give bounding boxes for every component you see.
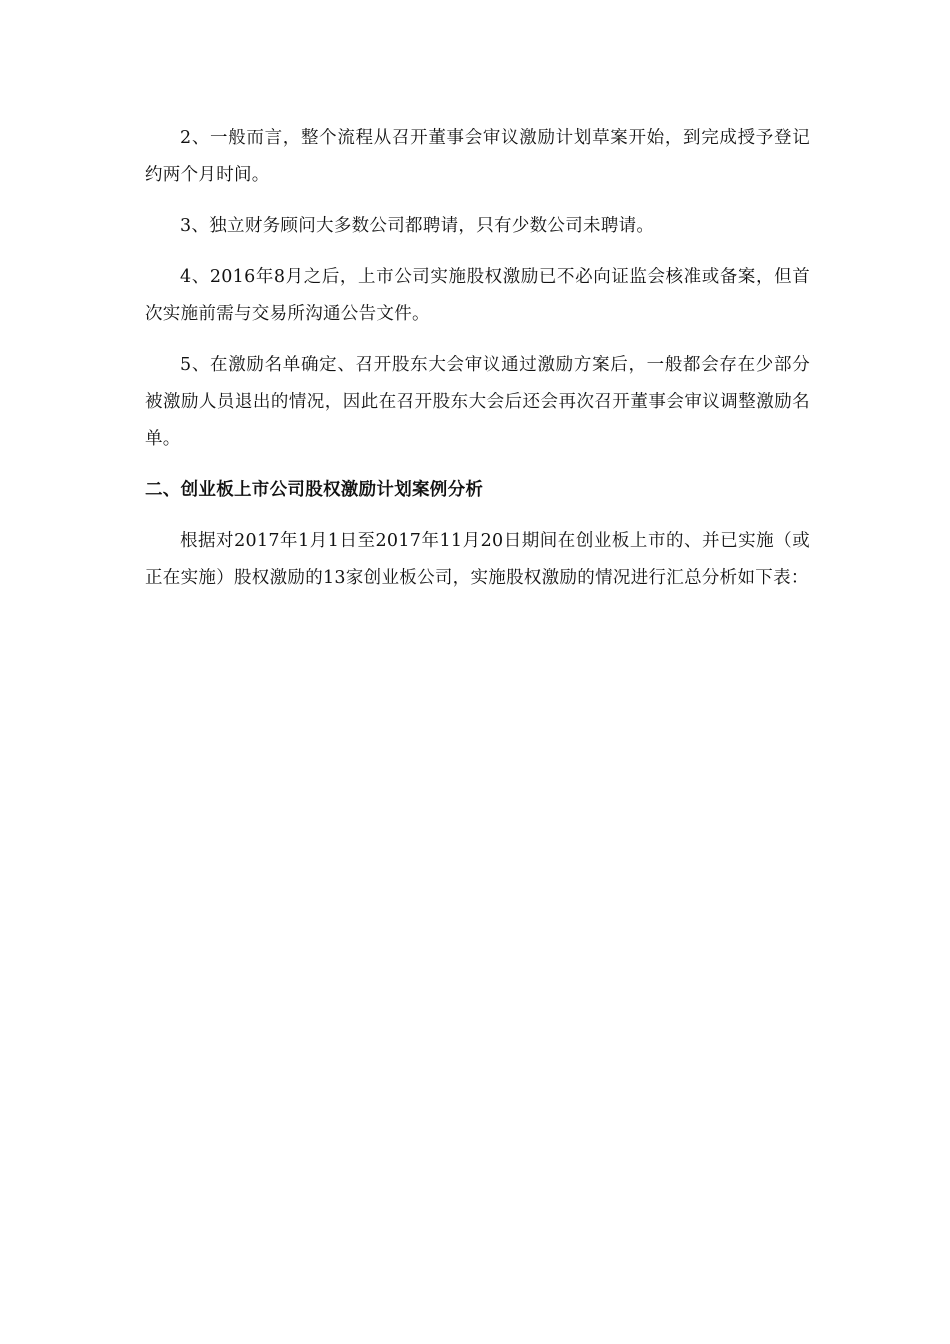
paragraph-item-2: 2、一般而言，整个流程从召开董事会审议激励计划草案开始，到完成授予登记约两个月时间。 xyxy=(145,128,810,185)
paragraph-item-3: 3、独立财务顾问大多数公司都聘请，只有少数公司未聘请。 xyxy=(180,216,655,236)
paragraph-item-5: 5、在激励名单确定、召开股东大会审议通过激励方案后，一般都会存在少部分被激励人员退出的情况，因此在召开股东大会后还会再次召开董事会审议调整激励名单。 xyxy=(145,355,810,449)
document-body xyxy=(145,120,810,611)
section-heading: 二、创业板上市公司股权激励计划案例分析 xyxy=(145,480,484,500)
intro-paragraph: 根据对2017年1月1日至2017年11月20日期间在创业板上市的、并已实施（或正在实施）股权激励的13家创业板公司，实施股权激励的情况进行汇总分析如下表： xyxy=(145,531,810,588)
paragraph-item-4: 4、2016年8月之后，上市公司实施股权激励已不必向证监会核准或备案，但首次实施前需与交易所沟通公告文件。 xyxy=(145,267,810,324)
